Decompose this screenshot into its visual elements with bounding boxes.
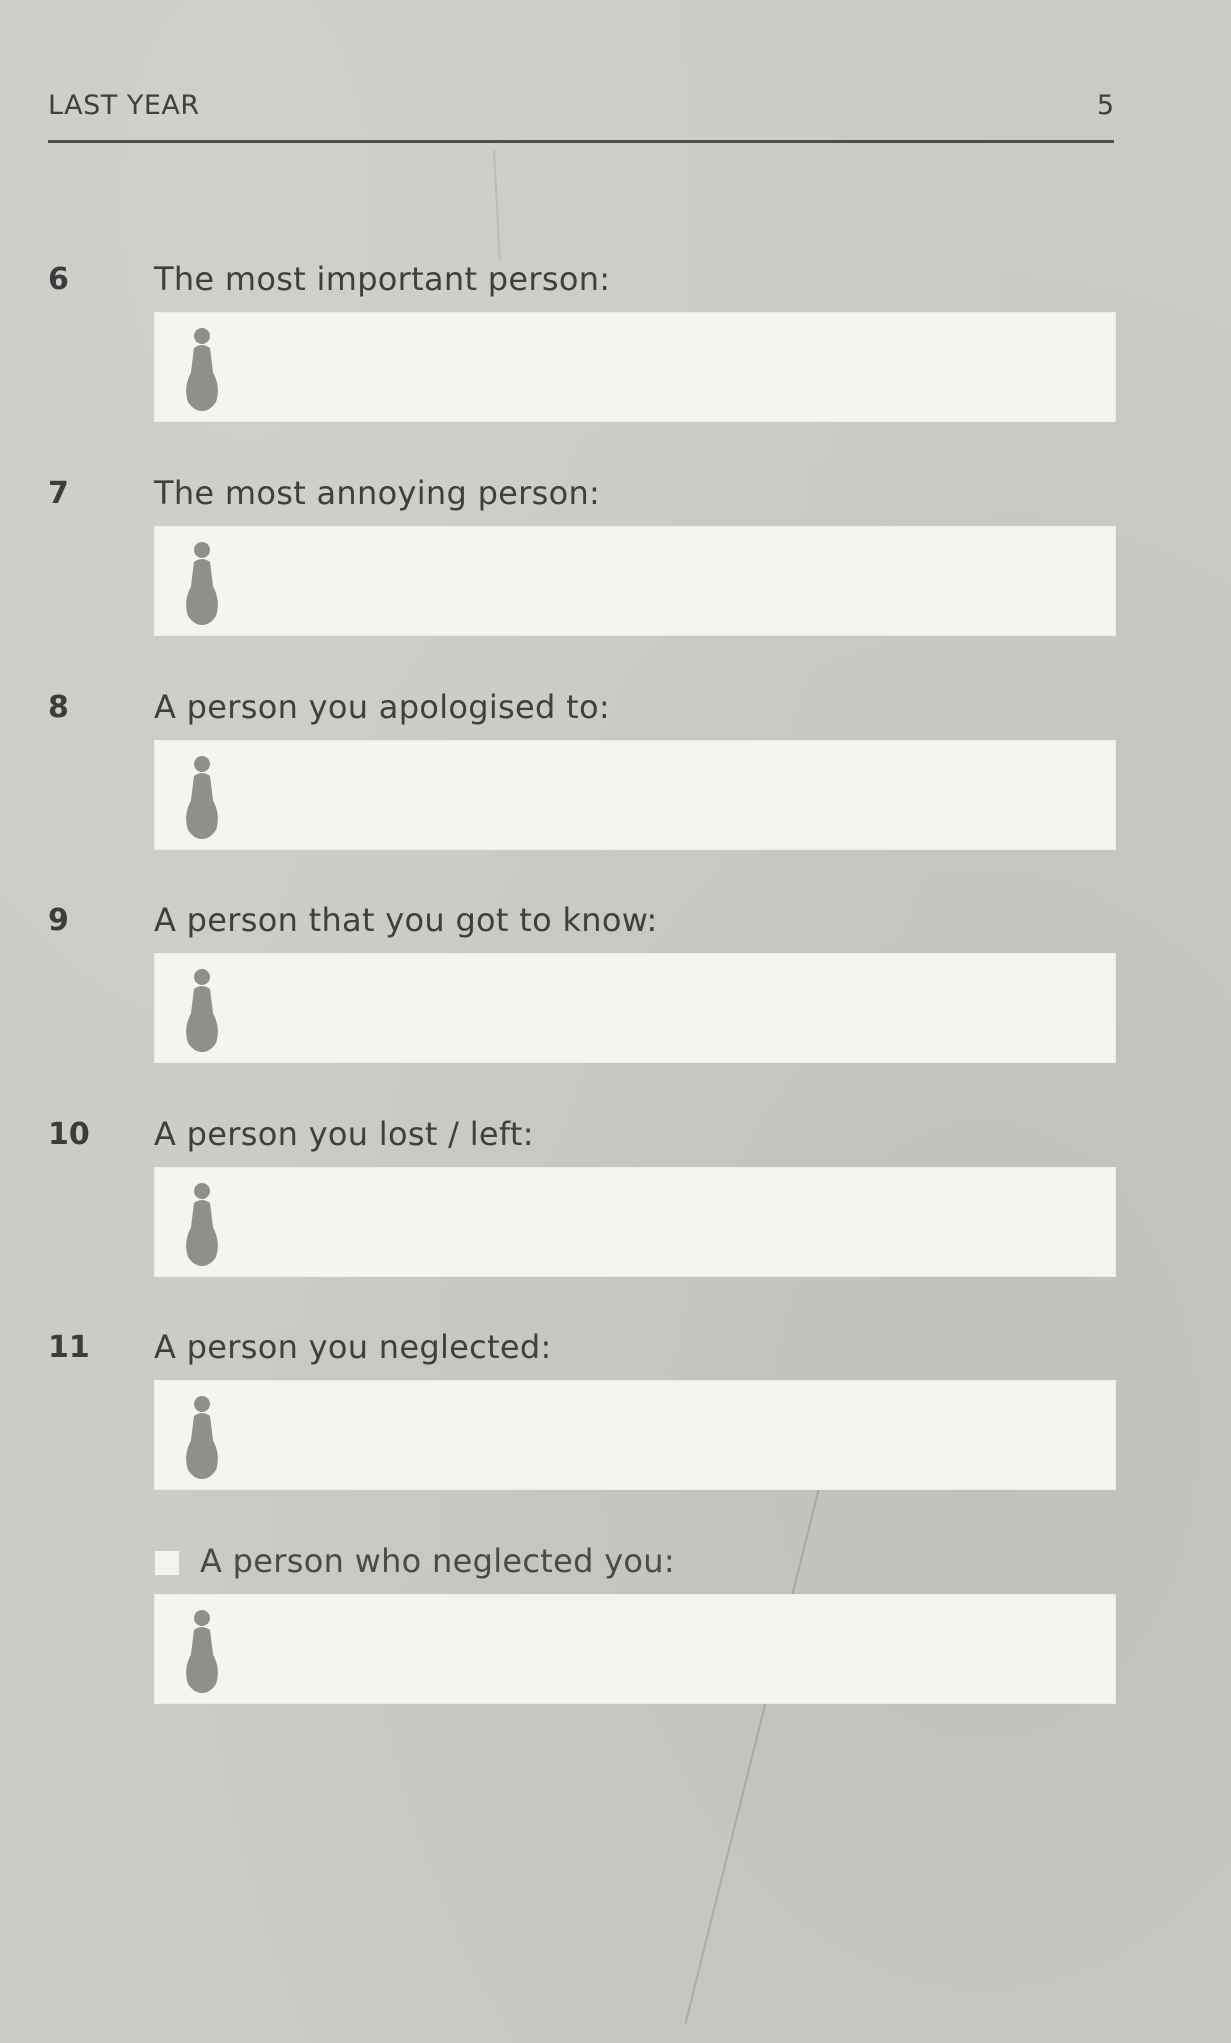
- person-icon: [178, 540, 226, 626]
- question-label: A person who neglected you:: [200, 1542, 675, 1580]
- question-number: 11: [48, 1330, 90, 1365]
- question-label: A person that you got to know:: [154, 901, 658, 939]
- question-number: 9: [48, 903, 69, 938]
- answer-box[interactable]: [154, 312, 1116, 422]
- answer-box[interactable]: [154, 1380, 1116, 1490]
- answer-box[interactable]: [154, 740, 1116, 850]
- section-title: LAST YEAR: [48, 90, 200, 121]
- question-number: 6: [48, 262, 69, 297]
- question-number: 10: [48, 1117, 90, 1152]
- question-label: A person you lost / left:: [154, 1115, 534, 1153]
- question-label: The most important person:: [154, 260, 611, 298]
- question-number: 7: [48, 476, 69, 511]
- page-number: 5: [1096, 90, 1114, 121]
- page-header: [48, 88, 1114, 143]
- paper-crease: [493, 150, 501, 260]
- checkbox[interactable]: [154, 1550, 180, 1576]
- question-label: The most annoying person:: [154, 474, 601, 512]
- person-icon: [178, 1394, 226, 1480]
- person-icon: [178, 326, 226, 412]
- person-icon: [178, 1608, 226, 1694]
- paper-crease: [685, 1480, 822, 2024]
- person-icon: [178, 754, 226, 840]
- question-number: 8: [48, 690, 69, 725]
- question-label: A person you apologised to:: [154, 688, 610, 726]
- answer-box[interactable]: [154, 526, 1116, 636]
- answer-box[interactable]: [154, 953, 1116, 1063]
- person-icon: [178, 967, 226, 1053]
- answer-box[interactable]: [154, 1167, 1116, 1277]
- person-icon: [178, 1181, 226, 1267]
- question-label: A person you neglected:: [154, 1328, 552, 1366]
- answer-box[interactable]: [154, 1594, 1116, 1704]
